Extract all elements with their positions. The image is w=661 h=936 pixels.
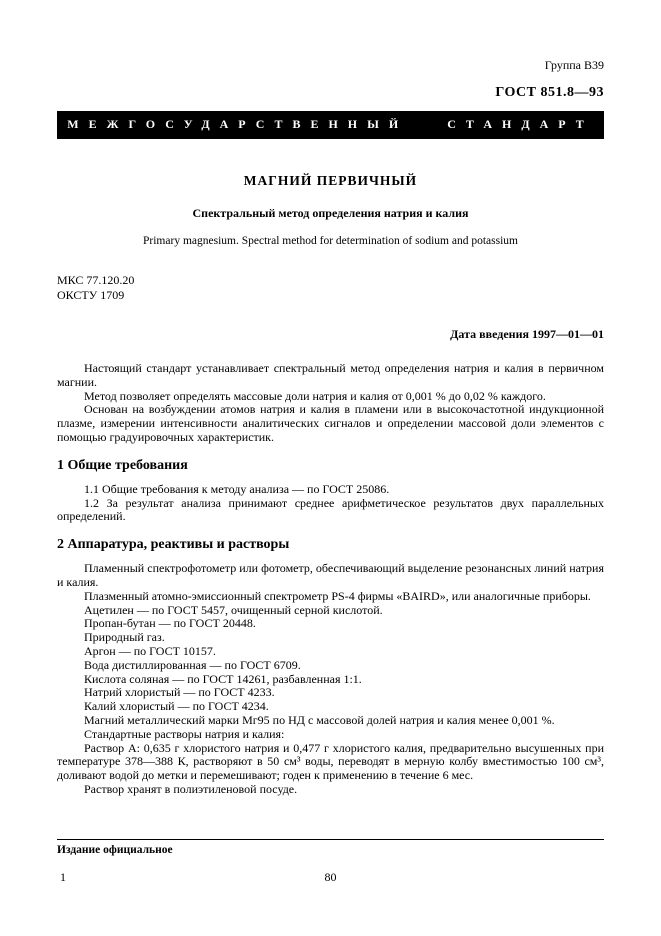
section-2-paragraph: Стандартные растворы натрия и калия: [84, 726, 285, 741]
intro-paragraph: Основан на возбуждении атомов натрия и калия в пламени или в высокочастотной индукционной плазме, измерении интенсивности аналитических сигналов и определении массовой доли элементов с помощью градуировочных характеристик. [57, 402, 604, 444]
section-2-paragraph: Калий хлористый — по ГОСТ 4234. [84, 699, 269, 714]
gost-number: ГОСТ 851.8—93 [495, 85, 604, 100]
section-1-paragraph: 1.2 За результат анализа принимают среднее арифметическое результатов двух параллельных определений. [57, 495, 604, 524]
standard-banner: МЕЖГОСУДАРСТВЕННЫЙ СТАНДАРТ [57, 111, 604, 139]
section-heading-2: 2 Аппаратура, реактивы и растворы [57, 537, 290, 553]
page-number-center: 80 [324, 870, 337, 884]
page-numbers [57, 870, 604, 886]
section-1-paragraph: 1.1 Общие требования к методу анализа — по ГОСТ 25086. [84, 481, 390, 496]
page-number-left: 1 [60, 870, 66, 884]
section-2-paragraph: Ацетилен — по ГОСТ 5457, очищенный серной кислотой. [84, 602, 383, 617]
introduction-date: Дата введения 1997—01—01 [450, 327, 604, 341]
section-2-paragraph: Плазменный атомно-эмиссионный спектрометр PS-4 фирмы «BAIRD», или аналогичные приборы. [84, 588, 591, 603]
section-2-paragraph: Натрий хлористый — по ГОСТ 4233. [84, 685, 275, 700]
section-2-paragraph: Аргон — по ГОСТ 10157. [84, 643, 216, 658]
section-2-paragraph: Вода дистиллированная — по ГОСТ 6709. [84, 657, 301, 672]
section-2-paragraph: Пропан-бутан — по ГОСТ 20448. [84, 616, 256, 631]
document-title: МАГНИЙ ПЕРВИЧНЫЙ [243, 173, 418, 188]
section-2-paragraph: Раствор А: 0,635 г хлористого натрия и 0,477 г хлористого калия, предварительно высушенных при температуре 378—388 К, растворяют в 50 см³ воды, переводят в мерную колбу вместимостью 100 см³, доливают водой до метки и перемешивают; годен к применению в течение 6 мес. [57, 740, 604, 783]
okstu-code: ОКСТУ 1709 [57, 288, 125, 302]
section-heading-1: 1 Общие требования [57, 457, 188, 473]
section-2-paragraph: Пламенный спектрофотометр или фотометр, обеспечивающий выделение резонансных линий натрия и калия. [57, 561, 604, 589]
group-code: Группа В39 [544, 58, 604, 72]
page-footer [57, 839, 604, 886]
intro-paragraph: Настоящий стандарт устанавливает спектральный метод определения натрия и калия в первичном магнии. [57, 361, 604, 389]
section-2-paragraph: Магний металлический марки Мг95 по НД с массовой долей натрия и калия менее 0,001 %. [84, 712, 555, 727]
edition-note: Издание официальное [57, 844, 173, 856]
intro-paragraph: Метод позволяет определять массовые доли натрия и калия от 0,001 % до 0,02 % каждого. [84, 388, 546, 403]
english-title: Primary magnesium. Spectral method for determination of sodium and potassium [143, 235, 518, 247]
classification-codes [57, 273, 604, 303]
footer-divider [57, 839, 604, 840]
document-subtitle: Спектральный метод определения натрия и калия [192, 206, 469, 220]
mks-code: МКС 77.120.20 [57, 273, 135, 287]
document-body [57, 362, 604, 797]
section-2-paragraph: Природный газ. [84, 630, 165, 645]
section-2-paragraph: Кислота соляная — по ГОСТ 14261, разбавленная 1:1. [84, 671, 362, 686]
section-2-paragraph: Раствор хранят в полиэтиленовой посуде. [84, 781, 298, 796]
